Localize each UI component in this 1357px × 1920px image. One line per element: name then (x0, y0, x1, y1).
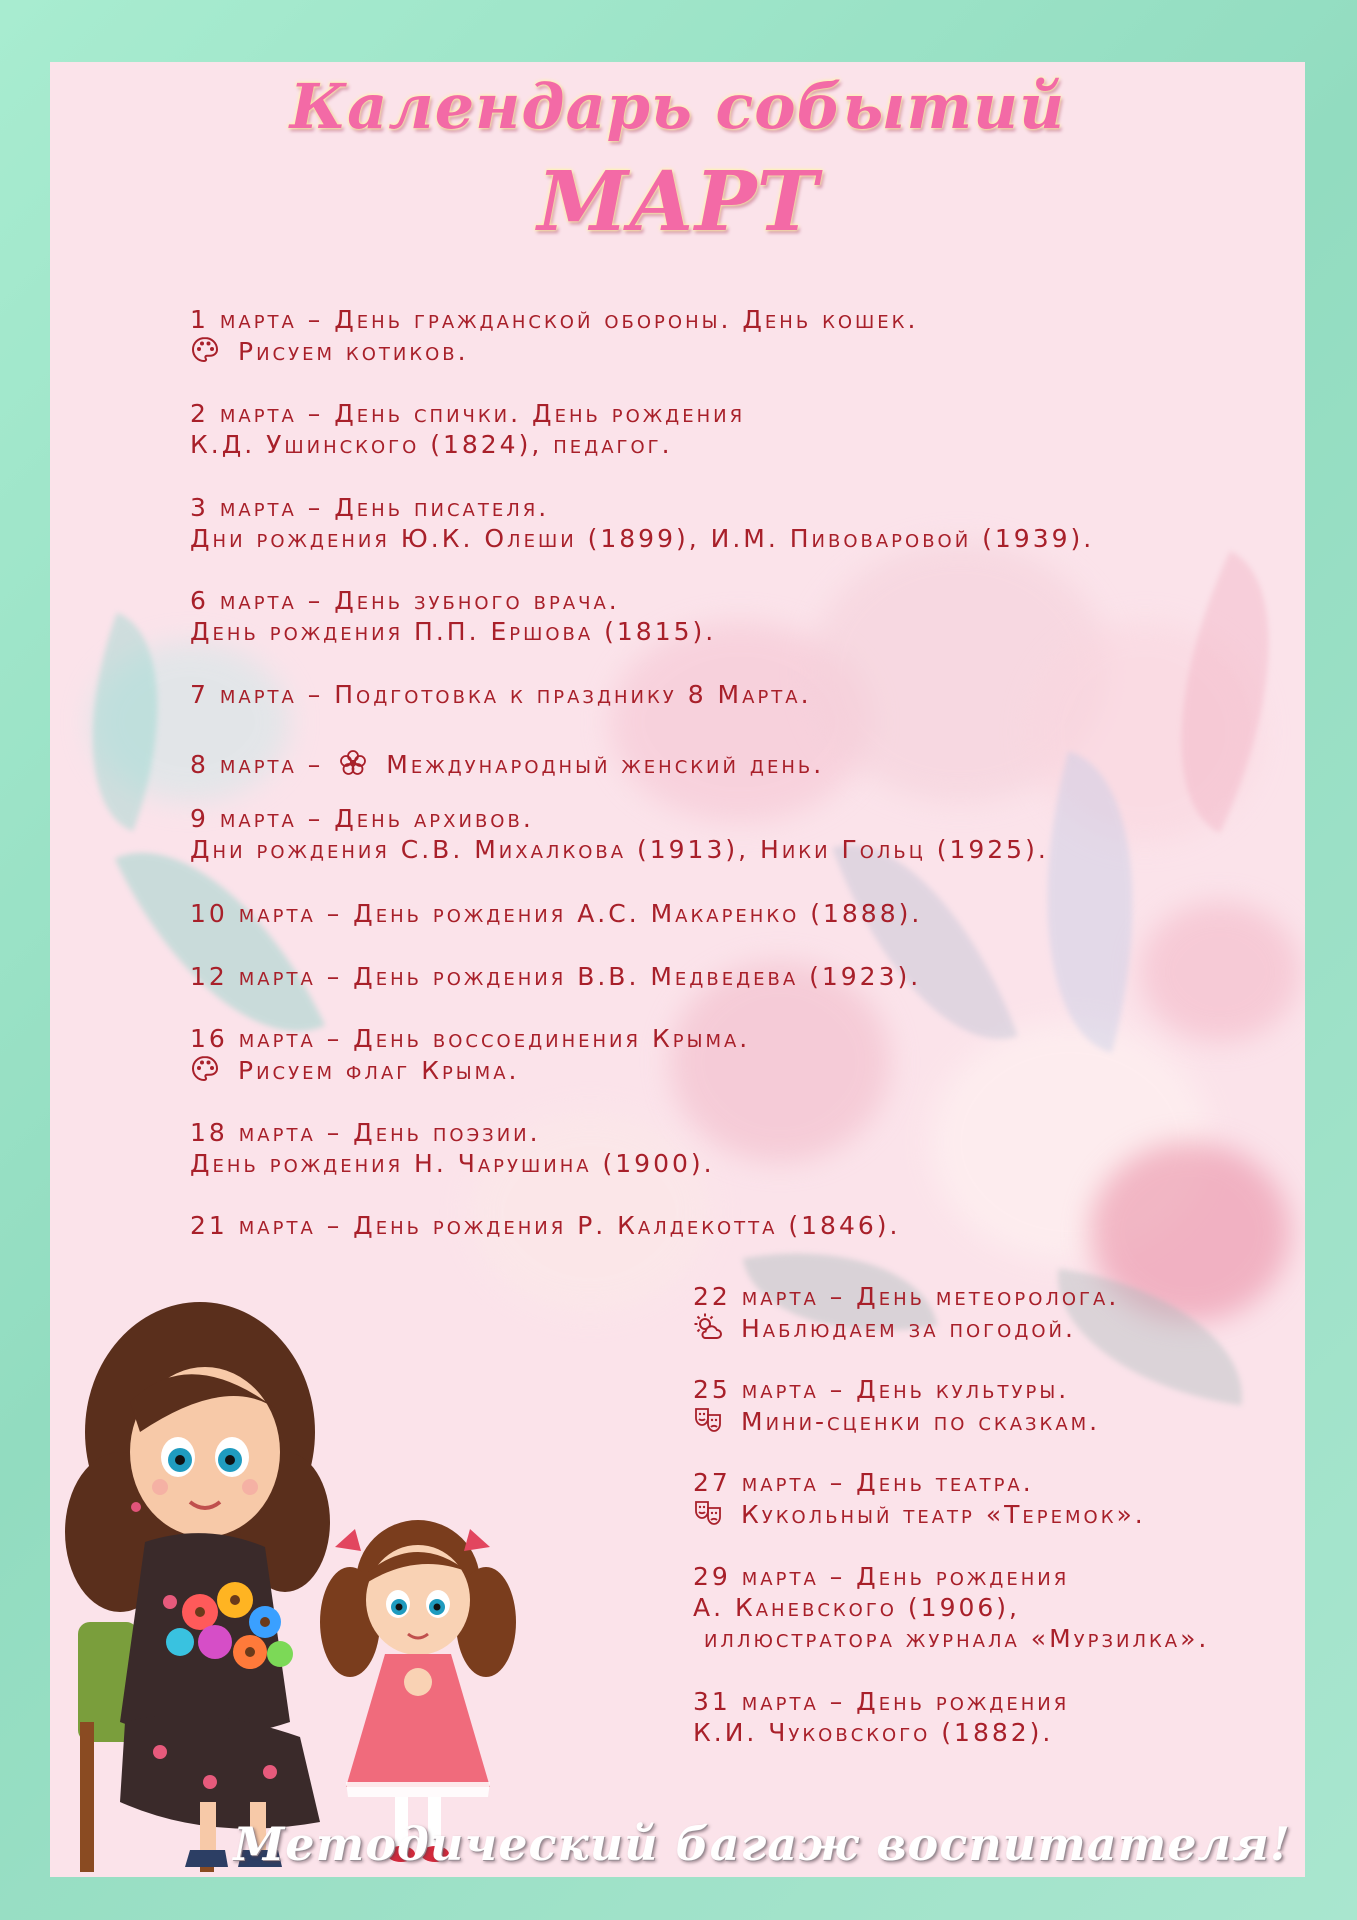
activity-text: Кукольный театр «Теремок». (741, 1500, 1146, 1529)
event-activity (190, 1054, 750, 1086)
event-suffix: Международный женский день. (386, 750, 825, 779)
calendar-panel (50, 62, 1305, 1877)
event-line: 21 марта – День рождения Р. Калдекотта (1846). (190, 1211, 901, 1240)
activity-text: Мини-сценки по сказкам. (741, 1407, 1101, 1436)
palette-icon (190, 1054, 224, 1084)
event-line: 2 марта – День спички. День рождения (190, 399, 746, 428)
event-line: 25 марта – День культуры. (693, 1375, 1070, 1404)
event-mar-09 (190, 803, 1049, 865)
event-mar-21 (190, 1210, 900, 1241)
event-line: 3 марта – День писателя. (190, 493, 550, 522)
footer-signature: Методический багаж воспитателя! (233, 1817, 1291, 1871)
event-activity (693, 1498, 1146, 1530)
activity-text: Наблюдаем за погодой. (741, 1314, 1076, 1343)
event-line: А. Каневского (1906), (693, 1593, 1020, 1622)
event-line: 27 марта – День театра. (693, 1468, 1034, 1497)
event-mar-08 (190, 748, 824, 780)
event-prefix: 8 марта – (190, 750, 324, 779)
palette-icon (190, 335, 224, 365)
event-line: 31 марта – День рождения (693, 1687, 1070, 1716)
activity-text: Рисуем котиков. (238, 337, 469, 366)
event-line: Дни рождения Ю.К. Олеши (1899), И.М. Пивоваровой (1939). (190, 524, 1095, 553)
event-mar-07 (190, 679, 812, 710)
event-line: 1 марта – День гражданской обороны. День кошек. (190, 305, 919, 334)
event-mar-10 (190, 898, 922, 929)
event-line: 9 марта – День архивов. (190, 804, 534, 833)
event-mar-22 (693, 1281, 1119, 1344)
event-line: 12 марта – День рождения В.В. Медведева (1923). (190, 962, 922, 991)
event-mar-03 (190, 492, 1094, 554)
event-line: 6 марта – День зубного врача. (190, 586, 620, 615)
event-mar-02 (190, 398, 745, 460)
sun-cloud-icon (693, 1312, 727, 1342)
event-line: 22 марта – День метеоролога. (693, 1282, 1120, 1311)
event-line: День рождения П.П. Ершова (1815). (190, 617, 717, 646)
event-mar-12 (190, 961, 921, 992)
event-line: 29 марта – День рождения (693, 1562, 1070, 1591)
event-mar-27 (693, 1467, 1146, 1530)
event-activity (693, 1405, 1100, 1437)
event-mar-25 (693, 1374, 1100, 1437)
flower-icon (338, 748, 372, 778)
mother-daughter-illustration (50, 1282, 570, 1877)
activity-text: Рисуем флаг Крыма. (238, 1056, 520, 1085)
event-line: К.И. Чуковского (1882). (693, 1718, 1054, 1747)
event-mar-29 (693, 1561, 1209, 1654)
event-mar-31 (693, 1686, 1069, 1748)
event-line: Дни рождения С.В. Михалкова (1913), Ники Гольц (1925). (190, 835, 1049, 864)
event-line: 16 марта – День воссоединения Крыма. (190, 1024, 751, 1053)
month-title: МАРТ (537, 154, 818, 250)
theater-masks-icon (693, 1498, 727, 1528)
event-line: 10 марта – День рождения А.С. Макаренко (1888). (190, 899, 923, 928)
event-mar-18 (190, 1117, 715, 1179)
event-line: иллюстратора журнала «Мурзилка». (693, 1624, 1210, 1653)
event-mar-16 (190, 1023, 750, 1086)
event-line: К.Д. Ушинского (1824), педагог. (190, 430, 673, 459)
event-mar-01 (190, 304, 918, 367)
calendar-title: Календарь событий (289, 70, 1066, 143)
event-activity (693, 1312, 1119, 1344)
theater-masks-icon (693, 1405, 727, 1435)
event-mar-06 (190, 585, 716, 647)
event-line: 7 марта – Подготовка к празднику 8 Марта. (190, 680, 812, 709)
event-activity (190, 335, 918, 367)
event-line: 18 марта – День поэзии. (190, 1118, 541, 1147)
event-line: День рождения Н. Чарушина (1900). (190, 1149, 715, 1178)
